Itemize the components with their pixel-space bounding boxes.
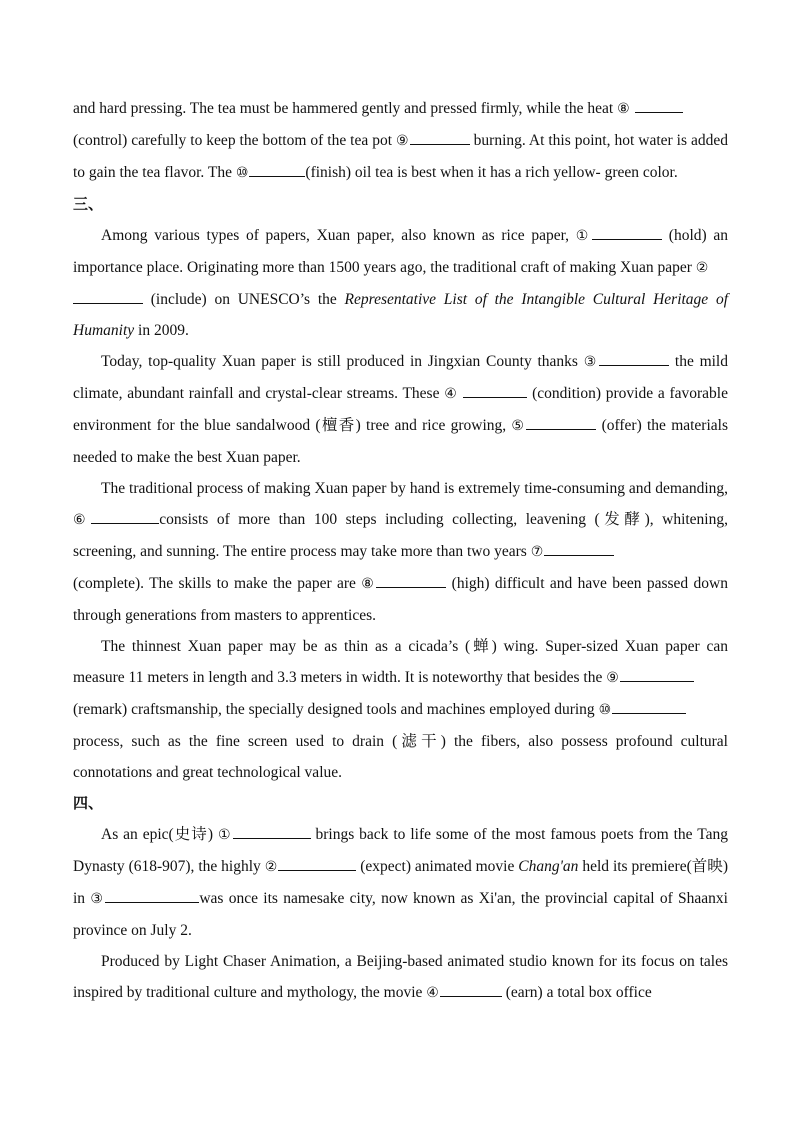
text-run: Among various types of papers, Xuan paper, also known as rice paper, <box>101 227 576 244</box>
answer-blank-9[interactable] <box>410 128 470 145</box>
answer-blank-6[interactable] <box>91 507 159 524</box>
section2-tail-paragraph <box>73 93 728 189</box>
blank-number: ⑥ <box>73 512 91 528</box>
text-run: and hard pressing. The tea must be hammered gently and pressed firmly, while the heat <box>73 100 618 117</box>
answer-blank-4[interactable] <box>463 381 527 398</box>
section3-paragraph-4 <box>73 631 728 788</box>
text-run: (hold) an importance place. Originating more than 1500 years ago, the traditional craft of making Xuan paper <box>73 227 728 276</box>
section4-paragraph-1 <box>73 819 728 946</box>
blank-number: ③ <box>90 891 105 907</box>
text-run: (control) carefully to keep the bottom of the tea pot <box>73 132 397 149</box>
text-run: (condition) provide a favorable environment for the blue sandalwood (檀香) tree and rice growing, <box>73 385 728 434</box>
text-run: (remark) craftsmanship, the specially designed tools and machines employed during <box>73 701 599 718</box>
text-run: was once its namesake city, now known as Xi'an, the provincial capital of Shaanxi province on July 2. <box>73 890 728 939</box>
blank-number: ③ <box>583 354 599 370</box>
answer-blank-1[interactable] <box>233 822 311 839</box>
text-run: (offer) the materials needed to make the best Xuan paper. <box>73 417 728 466</box>
blank-number: ⑧ <box>617 101 630 117</box>
section-heading-3: 三、 <box>73 195 104 213</box>
text-run: (high) difficult and have been passed down through generations from masters to apprentices. <box>73 575 728 624</box>
answer-blank-3[interactable] <box>105 886 199 903</box>
answer-blank-5[interactable] <box>526 413 596 430</box>
text-run: (expect) animated movie <box>356 858 519 875</box>
blank-number: ⑦ <box>530 544 544 560</box>
text-run: (include) on UNESCO’s the <box>143 291 345 308</box>
text-run: held its premiere(首映) in <box>73 858 728 907</box>
section4-paragraph-2 <box>73 946 728 1009</box>
text-run: The traditional process of making Xuan paper by hand is extremely time-consuming and demanding, <box>101 480 728 497</box>
section3-paragraph-3 <box>73 473 728 631</box>
text-run: the mild climate, abundant rainfall and crystal-clear streams. These <box>73 353 728 402</box>
answer-blank-2[interactable] <box>73 287 143 304</box>
answer-blank-10[interactable] <box>249 160 305 177</box>
answer-blank-8[interactable] <box>376 571 446 588</box>
section3-paragraph-2 <box>73 346 728 473</box>
answer-blank-10[interactable] <box>612 697 686 714</box>
answer-blank-1[interactable] <box>592 223 662 240</box>
text-run: As an epic(史诗) <box>101 826 218 843</box>
document-page <box>73 93 728 1009</box>
section-heading-4: 四、 <box>73 794 104 812</box>
text-run: consists of more than 100 steps including collecting, leavening (发酵), whitening, screening, and sunning. The entire process may take more than two years <box>73 511 728 560</box>
list-title: Representative List of the Intangible Cultural Heritage of Humanity <box>73 291 728 339</box>
blank-number: ① <box>217 827 232 843</box>
blank-number: ⑨ <box>396 133 409 149</box>
text-run: process, such as the fine screen used to drain (滤干) the fibers, also possess profound cultural connotations and great technological value. <box>73 733 728 781</box>
blank-number: ① <box>575 228 592 244</box>
answer-blank-7[interactable] <box>544 539 614 556</box>
blank-number: ⑤ <box>511 418 526 434</box>
text-run: (complete). The skills to make the paper are <box>73 575 362 592</box>
blank-number: ② <box>264 859 278 875</box>
answer-blank-3[interactable] <box>599 349 669 366</box>
text-run: brings back to life some of the most famous poets from the Tang Dynasty (618-907), the highly <box>73 826 728 875</box>
text-run: The thinnest Xuan paper may be as thin as a cicada’s (蝉) wing. Super-sized Xuan paper can measure 11 meters in length and 3.3 meters in width. It is noteworthy that besides the <box>73 638 728 686</box>
answer-blank-2[interactable] <box>278 854 356 871</box>
text-run: (earn) a total box office <box>501 984 652 1001</box>
answer-blank-8[interactable] <box>635 96 683 113</box>
movie-title: Chang'an <box>518 858 579 875</box>
answer-blank-9[interactable] <box>620 665 694 682</box>
text-run: (finish) oil tea is best when it has a rich yellow- green color. <box>305 164 678 181</box>
blank-number: ⑨ <box>606 670 619 686</box>
text-run: Today, top-quality Xuan paper is still produced in Jingxian County thanks <box>101 353 584 370</box>
text-run: in 2009. <box>134 322 189 339</box>
text-run: Produced by Light Chaser Animation, a Beijing-based animated studio known for its focus on tales inspired by traditional culture and mythology, the movie <box>73 953 728 1001</box>
blank-number: ⑧ <box>361 576 376 592</box>
blank-number: ⑩ <box>235 165 249 181</box>
section3-paragraph-1 <box>73 220 728 346</box>
answer-blank-4[interactable] <box>440 980 502 997</box>
text-run: burning. At this point, hot water is added to gain the tea flavor. The <box>73 132 728 181</box>
blank-number: ④ <box>426 985 439 1001</box>
blank-number: ⑩ <box>598 702 612 718</box>
blank-number: ② <box>695 260 709 276</box>
blank-number: ④ <box>444 386 458 402</box>
